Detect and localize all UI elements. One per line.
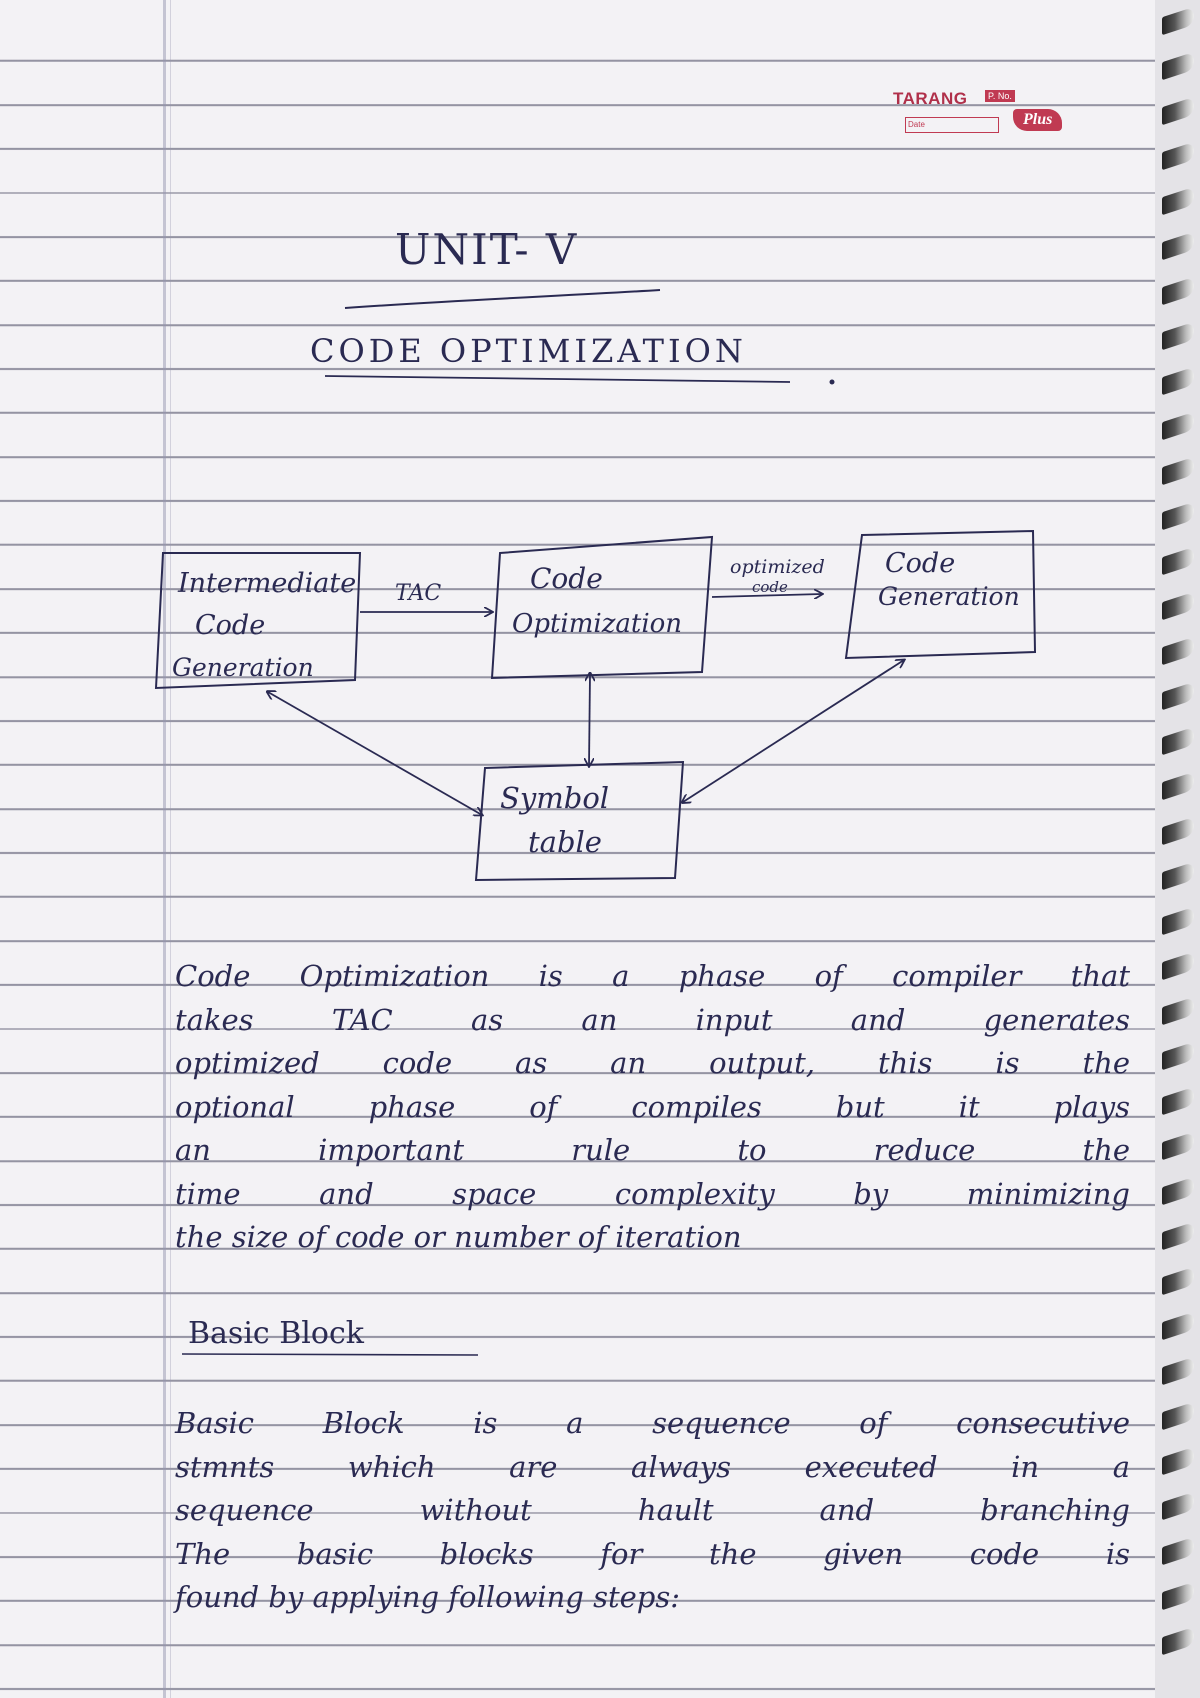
box-optimization-line2: Optimization [512,609,683,639]
box-intermediate-line3: Generation [172,653,314,682]
spiral-binding [1155,0,1200,1698]
basic-block-heading: Basic Block [188,1316,364,1351]
brand-page-number-label: P. No. [985,90,1015,102]
definition-line: the size of code or number of iteration [175,1220,742,1254]
definition-line: time and space complexity by minimizing [175,1176,1130,1211]
box-code-optimization [492,537,712,678]
basic-block-line: sequence without hault and branching [175,1493,1130,1527]
definition-line: Code Optimization is a phase of compiler that [175,959,1130,993]
arrow-optimization-symbol [589,674,590,766]
unit-title: UNIT- V [395,225,579,274]
box-intermediate-line2: Code [195,610,266,641]
box-intermediate-line1: Intermediate [178,568,357,599]
definition-line: optional phase of compiles but it plays [175,1089,1130,1124]
definition-line: takes TAC as an input and generates [175,1002,1130,1037]
brand-name: TARANG [893,89,968,108]
box-intermediate-code-generation [156,553,360,688]
box-optimization-line1: Code [530,562,603,595]
arrow-tac-label: TAC [395,581,442,606]
basic-block-line: stmnts which are always executed in a [175,1449,1130,1484]
box-symbol-line2: table [528,825,602,859]
box-code-generation [846,531,1035,658]
box-symbol-table [476,762,683,880]
arrow-intermediate-symbol [268,692,482,815]
box-generation-line1: Code [885,548,956,579]
brand-plus: Plus [1013,109,1062,131]
definition-paragraph [175,955,1130,1260]
definition-line: an important rule to reduce the [175,1133,1130,1167]
box-generation-line2: Generation [878,582,1020,611]
basic-block-line: found by applying following steps: [175,1580,680,1614]
basic-block-line: Basic Block is a sequence of consecutive [175,1406,1130,1440]
arrow-optimized-label-1: optimized [730,556,825,578]
basic-block-underline [0,1350,600,1360]
box-symbol-line1: Symbol [500,781,610,815]
arrow-optimized-label-2: code [752,578,788,596]
arrow-generation-symbol [683,660,904,802]
topic-title: CODE OPTIMIZATION [310,332,747,370]
definition-line: optimized code as an output, this is the [175,1046,1130,1080]
brand-date-label: Date [905,117,999,133]
basic-block-paragraph [175,1402,1130,1620]
basic-block-line: The basic blocks for the given code is [175,1536,1130,1571]
